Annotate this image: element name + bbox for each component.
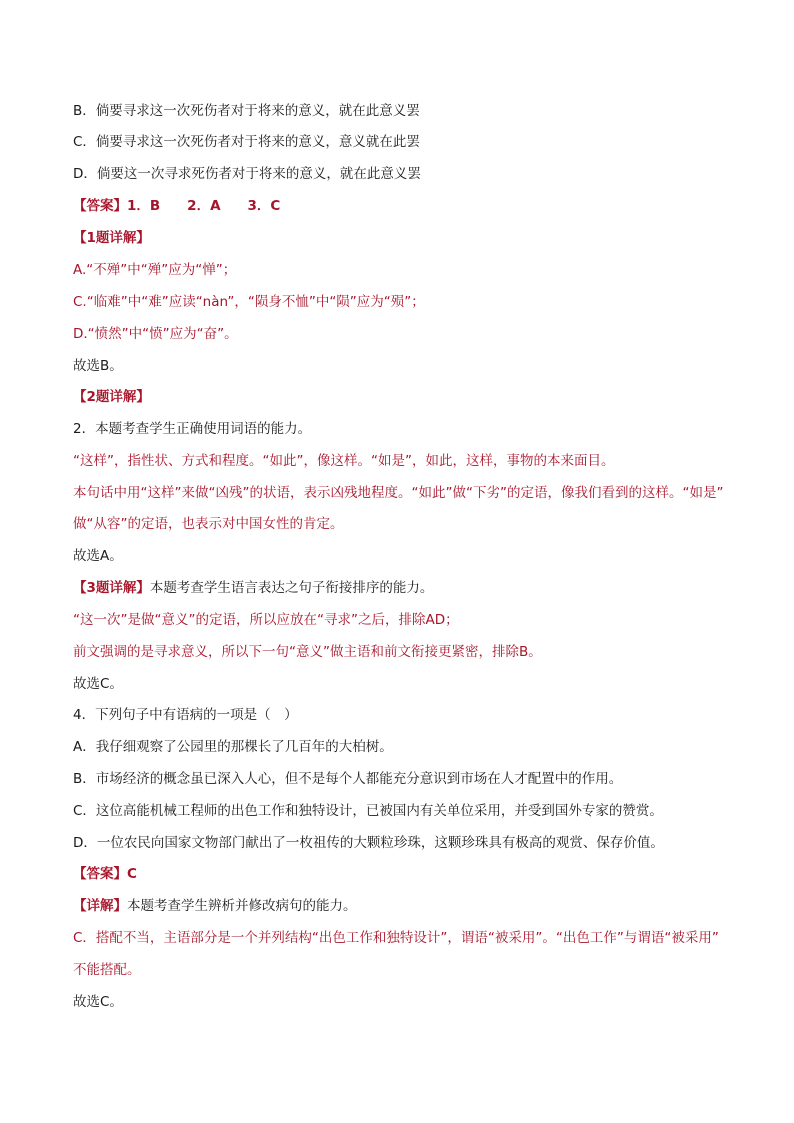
q3-detail-line — [73, 578, 733, 598]
answer-value: 1．B 2．A 3．C — [127, 198, 281, 214]
q2-conclusion: 故选A。 — [73, 548, 123, 564]
q4-detail-line — [73, 896, 733, 916]
q4-detail-label: 【详解】 — [73, 898, 127, 914]
q4-answer-line — [73, 864, 733, 884]
q4-answer-label: 【答案】 — [73, 866, 127, 882]
q3-conclusion: 故选C。 — [73, 676, 123, 692]
q3-option-b: B．倘要寻求这一次死伤者对于将来的意义，就在此意义罢 — [73, 103, 420, 119]
q3-detail-heading: 【3题详解】 — [73, 580, 150, 596]
q4-option-d: D．一位农民向国家文物部门献出了一枚祖传的大颗粒珍珠，这颗珍珠具有极高的观赏、保存价值。 — [73, 835, 664, 851]
q3-detail-line2: 前文强调的是寻求意义，所以下一句“意义”做主语和前文衔接更紧密，排除B。 — [73, 644, 542, 660]
q4-option-b: B．市场经济的概念虽已深入人心，但不是每个人都能充分意识到市场在人才配置中的作用。 — [73, 771, 623, 787]
q4-analysis-line1: C．搭配不当，主语部分是一个并列结构“出色工作和独特设计”，谓语“被采用”。“出色工作”与谓语“被采用” — [73, 930, 719, 946]
q4-analysis-line2: 不能搭配。 — [73, 962, 141, 978]
q4-conclusion: 故选C。 — [73, 994, 123, 1010]
q3-option-d: D．倘要这一次寻求死伤者对于将来的意义，就在此意义罢 — [73, 166, 421, 182]
q3-detail-intro: 本题考查学生语言表达之句子衔接排序的能力。 — [149, 580, 434, 596]
q2-detail-line4: 做“从容”的定语，也表示对中国女性的肯定。 — [73, 516, 344, 532]
q2-detail-line1: 2．本题考查学生正确使用词语的能力。 — [73, 421, 312, 437]
q4-stem: 4．下列句子中有语病的一项是（ ） — [73, 707, 298, 723]
q1-detail-heading: 【1题详解】 — [73, 230, 150, 246]
q2-detail-heading: 【2题详解】 — [73, 389, 150, 405]
answer-line — [73, 196, 733, 216]
q3-option-c: C．倘要寻求这一次死伤者对于将来的意义，意义就在此罢 — [73, 134, 420, 150]
q4-answer-value: C — [127, 866, 137, 882]
q2-detail-line3: 本句话中用“这样”来做“凶残”的状语，表示凶残地程度。“如此”做“下劣”的定语，像我们看到的这样。“如是” — [73, 485, 724, 501]
q1-detail-d: D.“愤然”中“愤”应为“奋”。 — [73, 326, 238, 342]
q3-detail-line1: “这一次”是做“意义”的定语，所以应放在“寻求”之后，排除AD； — [73, 612, 459, 628]
q4-detail-intro: 本题考查学生辨析并修改病句的能力。 — [127, 898, 357, 914]
q4-option-c: C．这位高能机械工程师的出色工作和独特设计，已被国内有关单位采用，并受到国外专家的赞赏。 — [73, 803, 663, 819]
q1-conclusion: 故选B。 — [73, 358, 123, 374]
q4-option-a: A．我仔细观察了公园里的那棵长了几百年的大柏树。 — [73, 739, 393, 755]
q1-detail-c: C.“临难”中“难”应读“nàn”，“陨身不恤”中“陨”应为“殒”； — [73, 294, 425, 310]
q1-detail-a: A.“不殚”中“殚”应为“惮”； — [73, 262, 237, 278]
q2-detail-line2: “这样”，指性状、方式和程度。“如此”，像这样。“如是”，如此，这样，事物的本来面目。 — [73, 453, 615, 469]
answer-label: 【答案】 — [73, 198, 127, 214]
